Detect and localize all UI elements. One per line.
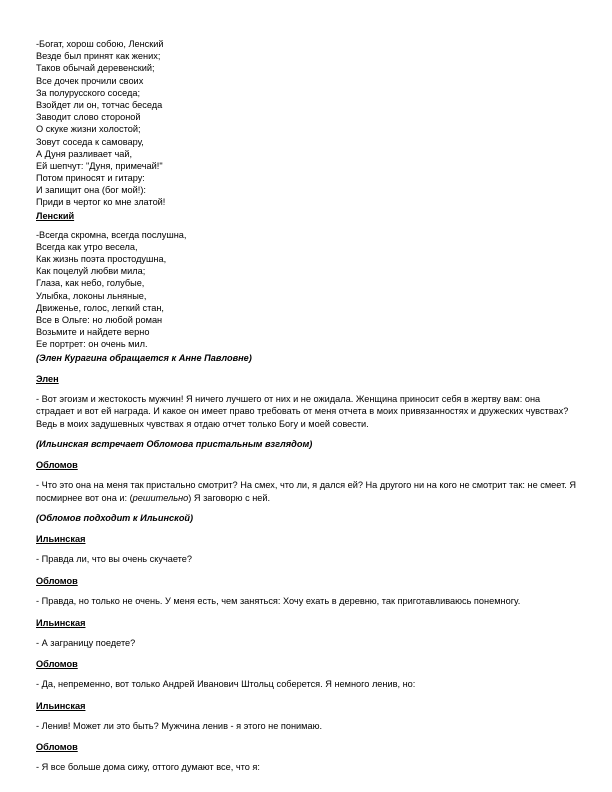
speech-paragraph: - Ленив! Может ли это быть? Мужчина ленив - я этого не понимаю. — [36, 720, 323, 731]
speech-paragraph: - Правда, но только не очень. У меня есть, чем заняться: Хочу ехать в деревню, так приготавливаюсь понемногу. — [36, 596, 521, 607]
speaker-name: Ленский — [36, 210, 75, 221]
verse-line: Заводит слово стороной — [36, 112, 141, 123]
verse-line: Улыбка, локоны льняные, — [36, 290, 147, 301]
verse-line: Все в Ольге: но любой роман — [36, 314, 163, 325]
speech-text: - Что это она на меня так пристально смотрит? На смех, что ли, я дался ей? На другого ни на кого не смотрит так: не смеет. Я посмирнее вот она и: ( — [36, 480, 577, 503]
verse-block-2 — [36, 229, 581, 351]
verse-line: За полурусского соседа; — [36, 87, 141, 98]
verse-line: А Дуня разливает чай, — [36, 148, 133, 159]
verse-line: Все дочек прочили своих — [36, 75, 144, 86]
verse-line: Потом приносят и гитару: — [36, 173, 145, 184]
verse-line: Ей шепчут: "Дуня, примечай!" — [36, 160, 163, 171]
stage-direction: (Обломов подходит к Ильинской) — [36, 513, 194, 524]
speaker-name: Обломов — [36, 659, 78, 670]
verse-line: Таков обычай деревенский; — [36, 63, 155, 74]
speaker-name: Обломов — [36, 576, 78, 587]
speech-paragraph: - Да, непременно, вот только Андрей Иванович Штольц соберется. Я немного ленив, но: — [36, 679, 416, 690]
verse-line: Движенье, голос, легкий стан, — [36, 302, 164, 313]
stage-direction: (Элен Курагина обращается к Анне Павловне) — [36, 352, 252, 363]
speaker-name: Элен — [36, 373, 59, 384]
verse-line: Глаза, как небо, голубые, — [36, 278, 145, 289]
document-page — [36, 36, 581, 774]
stage-direction: (Ильинская встречает Обломова пристальным взглядом) — [36, 439, 313, 450]
speaker-name: Обломов — [36, 742, 78, 753]
speech-paragraph: - А заграницу поедете? — [36, 637, 136, 648]
verse-line: О скуке жизни холостой; — [36, 124, 141, 135]
verse-line: -Всегда скромна, всегда послушна, — [36, 229, 187, 240]
speech-paragraph: - Вот эгоизм и жестокость мужчин! Я ничего лучшего от них и не ожидала. Женщина приносит себя в жертву вам: она страдает и вот ей награда. И какое он имеет право требовать от меня отчета в моих привязанностях и дружеских чувствах? Ведь в моих задушевных чувствах я отдаю отчет только Богу и моей совести. — [36, 393, 569, 429]
verse-line: И запищит она (бог мой!): — [36, 185, 146, 196]
speech-text: ) Я заговорю с ней. — [188, 492, 271, 503]
verse-line: Как поцелуй любви мила; — [36, 266, 146, 277]
verse-block-1 — [36, 38, 581, 209]
speech-remark: решительно — [132, 492, 189, 503]
verse-line: Возьмите и найдете верно — [36, 327, 150, 338]
speaker-name: Ильинская — [36, 617, 86, 628]
verse-line: Взойдет ли он, тотчас беседа — [36, 99, 163, 110]
verse-line: Везде был принят как жених; — [36, 51, 161, 62]
speech-paragraph: - Я все больше дома сижу, оттого думают все, что я: — [36, 762, 260, 773]
verse-line: Ее портрет: он очень мил. — [36, 339, 148, 350]
verse-line: Зовут соседа к самовару, — [36, 136, 144, 147]
speech-paragraph: - Правда ли, что вы очень скучаете? — [36, 554, 192, 565]
speaker-name: Обломов — [36, 460, 78, 471]
verse-line: Всегда как утро весела, — [36, 241, 138, 252]
verse-line: Как жизнь поэта простодушна, — [36, 254, 167, 264]
speaker-name: Ильинская — [36, 700, 86, 711]
verse-line: -Богат, хорош собою, Ленский — [36, 39, 164, 49]
verse-line: Приди в чертог ко мне златой! — [36, 197, 166, 208]
speech-paragraph — [36, 479, 581, 504]
speaker-name: Ильинская — [36, 534, 86, 545]
